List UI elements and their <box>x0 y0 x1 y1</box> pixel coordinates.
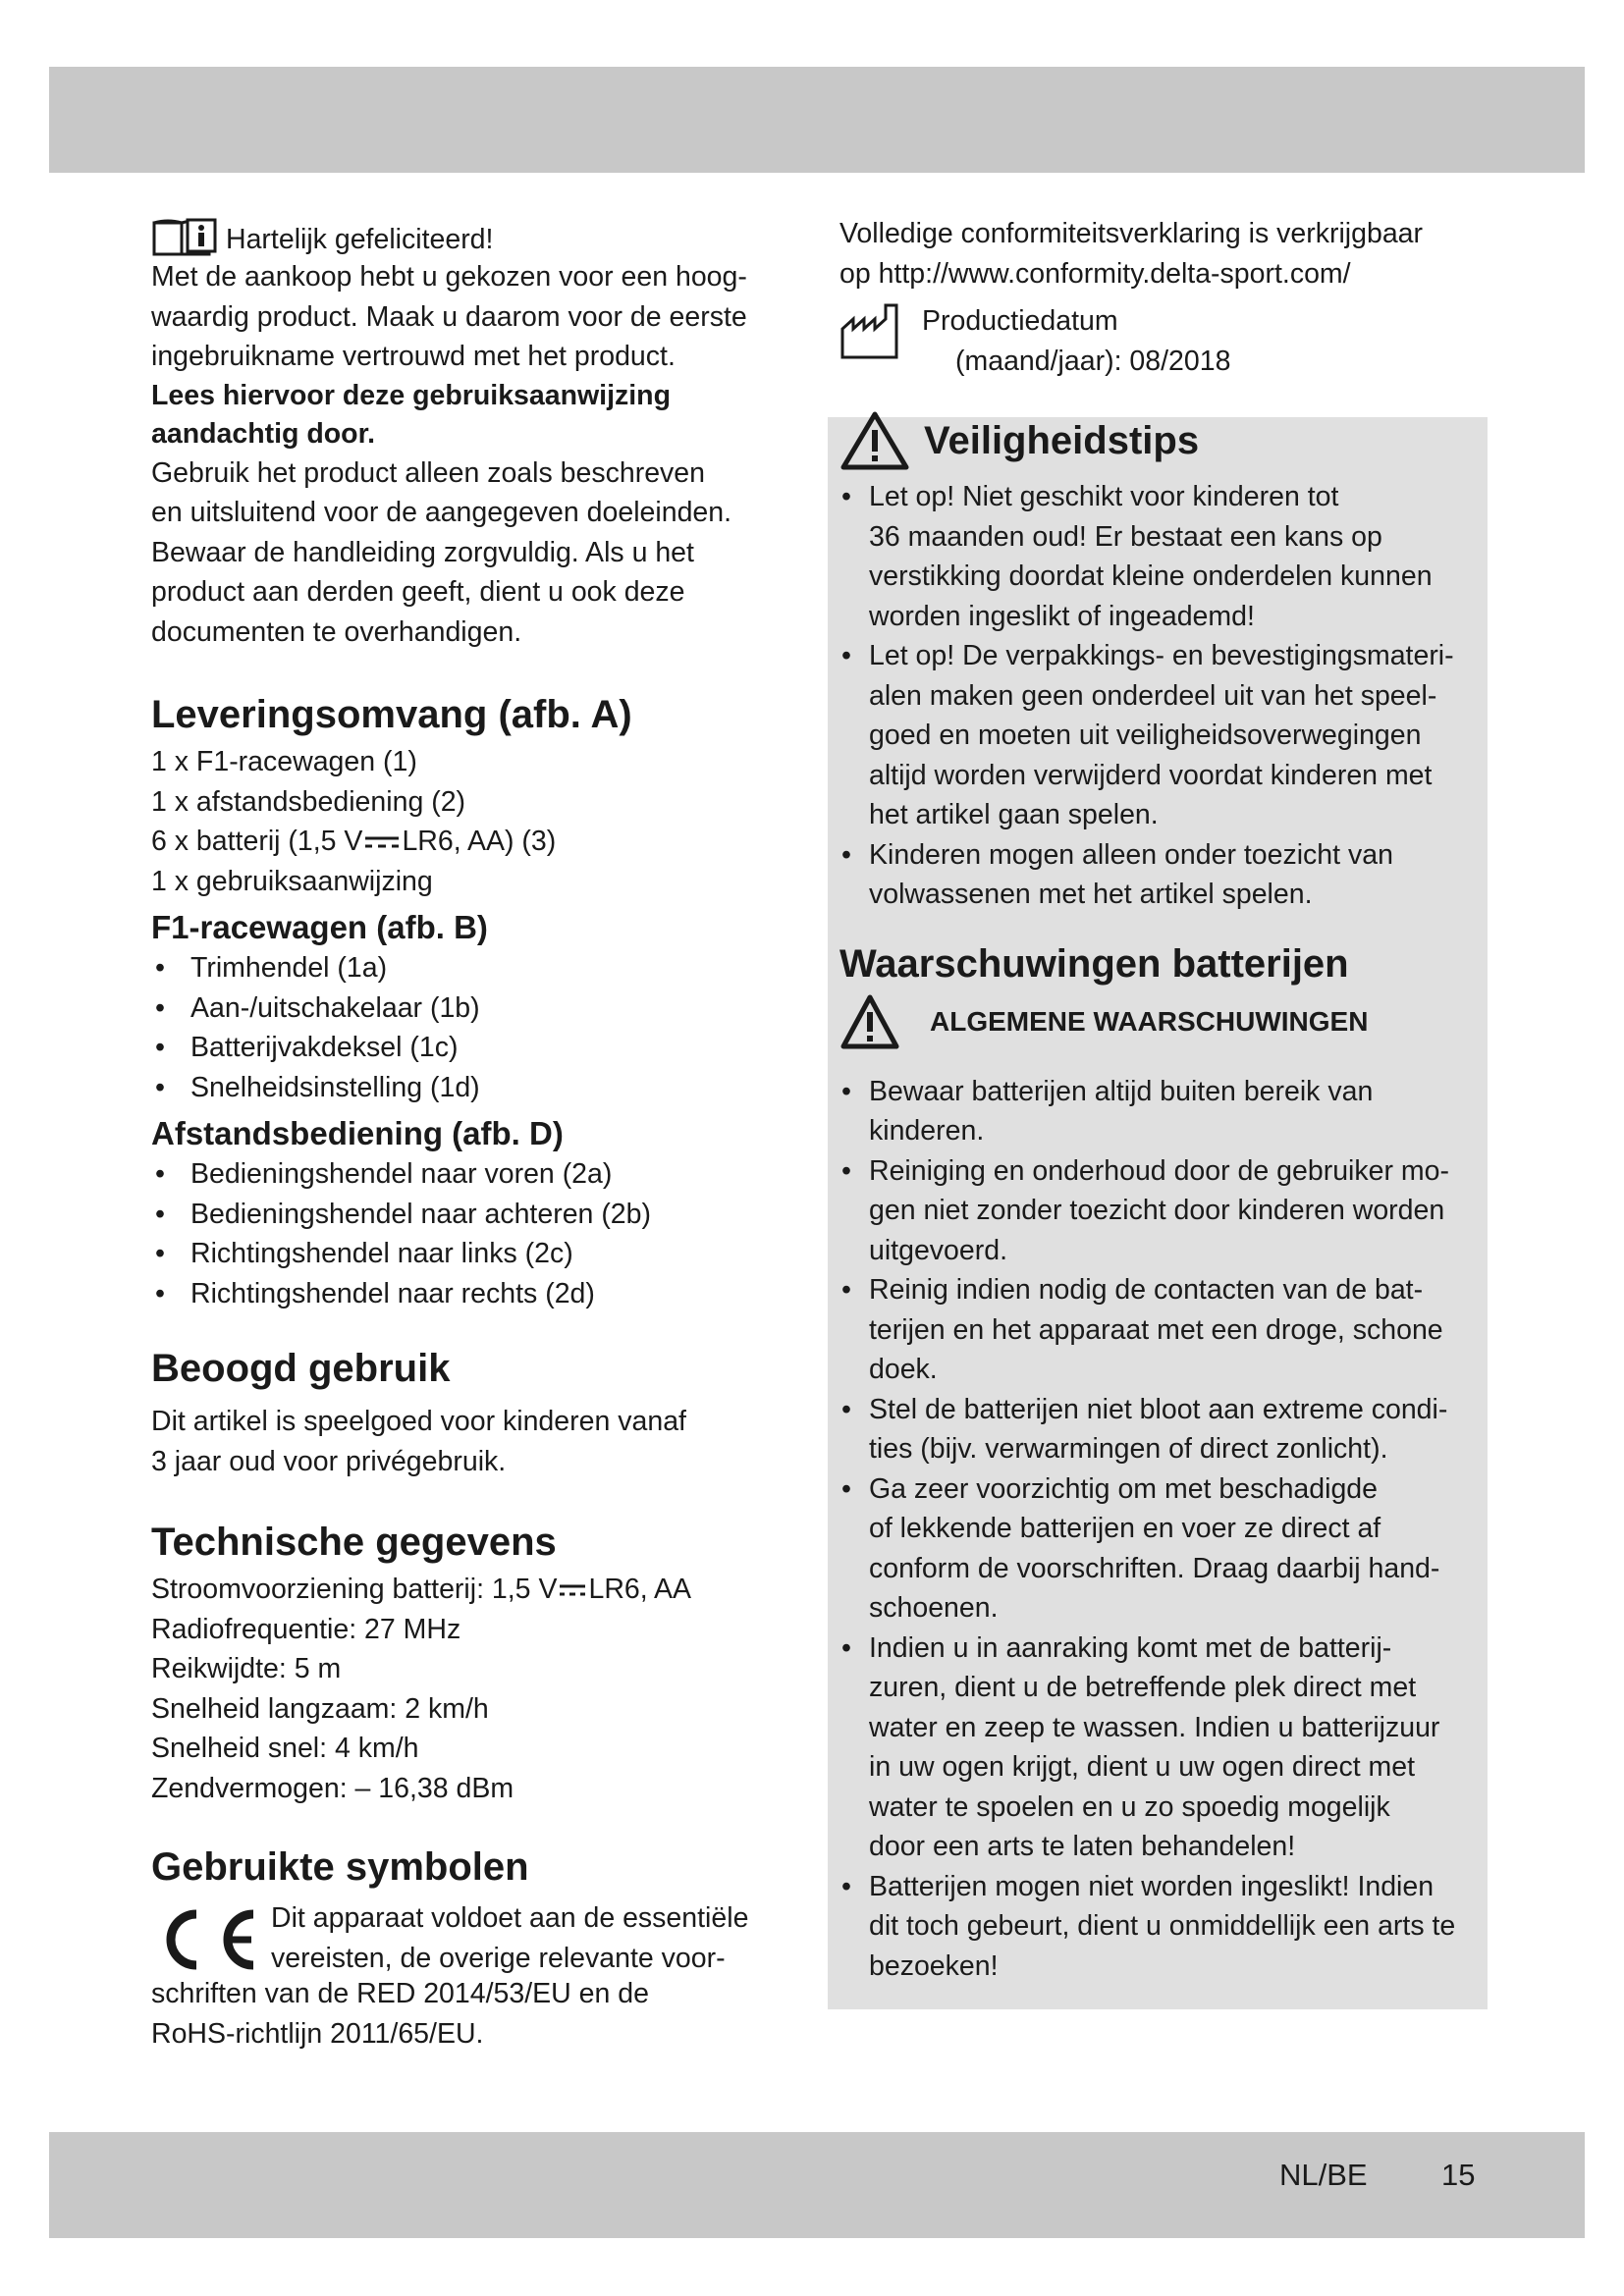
technisch-heading: Technische gegevens <box>151 1521 557 1564</box>
ce-line: vereisten, de overige relevante voor- <box>271 1942 726 1974</box>
intro-usage-paragraph <box>151 454 789 653</box>
list-line: ties (bijv. verwarmingen of direct zonlicht). <box>869 1433 1388 1465</box>
production-date-icon <box>839 301 908 360</box>
list-item <box>839 1469 1488 1629</box>
ce-text-bottom <box>151 1974 789 2054</box>
list-line: water te spoelen en u zo spoedig mogelijk <box>869 1790 1390 1823</box>
list-item <box>839 1390 1488 1469</box>
footer-language: NL/BE <box>1279 2158 1368 2192</box>
intro-line: Gebruik het product alleen zoals beschreven <box>151 456 706 489</box>
intro-line: en uitsluitend voor de aangegeven doeleinden. <box>151 497 732 528</box>
list-line: • Stel de batterijen niet bloot aan extreme condi- <box>869 1393 1448 1425</box>
list-line: worden ingeslikt of ingeademd! <box>869 600 1255 632</box>
conformity-paragraph <box>839 214 1488 294</box>
veiligheid-list <box>839 477 1488 915</box>
direct-current-icon <box>559 1582 586 1598</box>
list-line: terijen en het apparaat met een droge, schone <box>869 1313 1443 1346</box>
list-item-text: 6 x batterij (1,5 V <box>151 826 363 857</box>
right-column <box>839 214 1488 1986</box>
general-warning-label: ALGEMENE WAARSCHUWINGEN <box>930 1005 1369 1037</box>
list-line: dit toch gebeurt, dient u onmiddellijk een arts te <box>869 1910 1456 1942</box>
ce-line: Dit apparaat voldoet aan de essentiële <box>271 1902 749 1934</box>
list-line: • Ga zeer voorzichtig om met beschadigde <box>869 1472 1379 1505</box>
intro-line: documenten te overhandigen. <box>151 615 522 648</box>
list-item <box>839 1629 1488 1867</box>
list-line: zuren, dient u de betreffende plek direct met <box>869 1672 1417 1703</box>
batterijen-list <box>839 1072 1488 1987</box>
list-line: goed en moeten uit veiligheidsoverwegingen <box>869 720 1422 751</box>
warning-triangle-icon <box>839 410 910 471</box>
production-date <box>839 301 1488 381</box>
batterijen-heading: Waarschuwingen batterijen <box>839 941 1349 986</box>
list-item: • Richtingshendel naar rechts (2d) <box>151 1274 789 1314</box>
spec-line: Snelheid snel: 4 km/h <box>151 1733 419 1764</box>
spec-text: Stroomvoorziening batterij: 1,5 V <box>151 1574 558 1605</box>
beoogd-line: Dit artikel is speelgoed voor kinderen vanaf <box>151 1406 686 1437</box>
list-line: verstikking doordat kleine onderdelen kunnen <box>869 561 1433 592</box>
production-text <box>922 301 1230 381</box>
list-item: 1 x gebruiksaanwijzing <box>151 865 433 897</box>
list-line: • Let op! Niet geschikt voor kinderen tot <box>869 481 1339 512</box>
beoogd-line: 3 jaar oud voor privégebruik. <box>151 1445 507 1477</box>
list-line: bezoeken! <box>869 1949 999 1982</box>
list-line: door een arts te laten behandelen! <box>869 1831 1296 1862</box>
list-line: • Reinig indien nodig de contacten van de bat- <box>869 1274 1424 1306</box>
intro-line: ingebruikname vertrouwd met het product. <box>151 341 676 372</box>
list-line: alen maken geen onderdeel uit van het speel- <box>869 679 1437 712</box>
conformity-line: op http://www.conformity.delta-sport.com/ <box>839 257 1351 290</box>
list-line: 36 maanden oud! Er bestaat een kans op <box>869 520 1382 553</box>
list-line: schoenen. <box>869 1592 999 1624</box>
intro-paragraph <box>151 257 789 377</box>
list-item-text: LR6, AA) (3) <box>402 826 557 857</box>
list-item: • Aan-/uitschakelaar (1b) <box>151 988 789 1029</box>
list-item <box>151 822 789 862</box>
general-warning-row <box>839 989 1488 1054</box>
greeting-text: Hartelijk gefeliciteerd! <box>226 224 494 255</box>
production-label: Productiedatum <box>922 305 1118 337</box>
list-item: • Richtingshendel naar links (2c) <box>151 1234 789 1274</box>
list-line: of lekkende batterijen en voer ze direct af <box>869 1513 1381 1544</box>
list-line: • Kinderen mogen alleen onder toezicht van <box>869 838 1393 871</box>
ce-line: schriften van de RED 2014/53/EU en de <box>151 1978 649 2009</box>
ce-line: RoHS-richtlijn 2011/65/EU. <box>151 2017 484 2050</box>
list-line: altijd worden verwijderd voordat kinderen met <box>869 759 1433 791</box>
beoogd-paragraph <box>151 1402 789 1481</box>
afstand-list <box>151 1154 789 1313</box>
left-column <box>151 216 789 2054</box>
conformity-line: Volledige conformiteitsverklaring is verkrijgbaar <box>839 218 1424 249</box>
intro-line: Met de aankoop hebt u gekozen voor een hoog- <box>151 261 747 293</box>
direct-current-icon <box>364 834 400 850</box>
list-line: water en zeep te wassen. Indien u batterijzuur <box>869 1711 1440 1743</box>
list-line: • Indien u in aanraking komt met de batterij- <box>869 1631 1392 1664</box>
intro-line: Bewaar de handleiding zorgvuldig. Als u het <box>151 536 694 568</box>
list-item: • Bedieningshendel naar voren (2a) <box>151 1154 789 1195</box>
ce-text-top <box>271 1898 748 1978</box>
list-line: • Bewaar batterijen altijd buiten bereik van <box>869 1075 1374 1107</box>
intro-bold-line: aandachtig door. <box>151 417 376 450</box>
list-line: volwassenen met het artikel spelen. <box>869 879 1313 910</box>
veiligheid-heading: Veiligheidstips <box>924 419 1200 462</box>
list-line: • Reiniging en onderhoud door de gebruiker mo- <box>869 1154 1449 1187</box>
list-item: 1 x F1-racewagen (1) <box>151 746 417 777</box>
warning-triangle-icon <box>839 993 900 1050</box>
symbolen-heading: Gebruikte symbolen <box>151 1845 529 1889</box>
list-item: • Snelheidsinstelling (1d) <box>151 1068 789 1108</box>
intro-bold-line: Lees hiervoor deze gebruiksaanwijzing <box>151 379 671 411</box>
spec-line <box>151 1570 789 1610</box>
page-number: 15 <box>1441 2158 1476 2192</box>
intro-line: product aan derden geeft, dient u ook deze <box>151 576 685 608</box>
list-line: • Batterijen mogen niet worden ingeslikt! Indien <box>869 1870 1435 1902</box>
technisch-paragraph <box>151 1570 789 1808</box>
f1-list <box>151 948 789 1107</box>
list-item: • Bedieningshendel naar achteren (2b) <box>151 1195 789 1235</box>
list-item <box>839 1151 1488 1271</box>
list-line: in uw ogen krijgt, dient u uw ogen direct met <box>869 1751 1416 1783</box>
list-line: uitgevoerd. <box>869 1234 1008 1266</box>
intro-heading <box>151 216 789 257</box>
spec-line: Snelheid langzaam: 2 km/h <box>151 1692 489 1725</box>
header-band <box>49 67 1585 173</box>
ce-mark-icon <box>151 1904 265 1975</box>
intro-bold-paragraph <box>151 377 789 454</box>
list-line: • Let op! De verpakkings- en bevestigingsmateri- <box>869 640 1454 671</box>
levering-list <box>151 742 789 901</box>
spec-text: LR6, AA <box>588 1574 692 1605</box>
intro-line: waardig product. Maak u daarom voor de eerste <box>151 300 747 333</box>
list-item: 1 x afstandsbediening (2) <box>151 785 466 818</box>
list-item <box>839 636 1488 835</box>
list-line: het artikel gaan spelen. <box>869 799 1159 830</box>
list-item <box>839 477 1488 636</box>
afstand-heading: Afstandsbediening (afb. D) <box>151 1115 564 1151</box>
production-value: (maand/jaar): 08/2018 <box>955 345 1231 377</box>
list-line: conform de voorschriften. Draag daarbij hand- <box>869 1552 1440 1584</box>
list-item <box>839 1270 1488 1390</box>
list-line: gen niet zonder toezicht door kinderen worden <box>869 1195 1445 1226</box>
list-line: doek. <box>869 1354 938 1385</box>
list-line: kinderen. <box>869 1115 985 1147</box>
spec-line: Reikwijdte: 5 m <box>151 1653 342 1684</box>
levering-heading: Leveringsomvang (afb. A) <box>151 693 632 736</box>
ce-statement <box>151 1898 789 1978</box>
info-manual-icon <box>151 218 218 257</box>
beoogd-heading: Beoogd gebruik <box>151 1347 451 1390</box>
list-item <box>839 1072 1488 1151</box>
list-item <box>839 835 1488 915</box>
veiligheid-heading-row <box>839 406 1488 475</box>
f1-heading: F1-racewagen (afb. B) <box>151 909 488 945</box>
spec-line: Radiofrequentie: 27 MHz <box>151 1613 461 1645</box>
list-item: • Trimhendel (1a) <box>151 948 789 988</box>
list-item <box>839 1867 1488 1987</box>
list-item: • Batterijvakdeksel (1c) <box>151 1028 789 1068</box>
spec-line: Zendvermogen: – 16,38 dBm <box>151 1772 514 1804</box>
